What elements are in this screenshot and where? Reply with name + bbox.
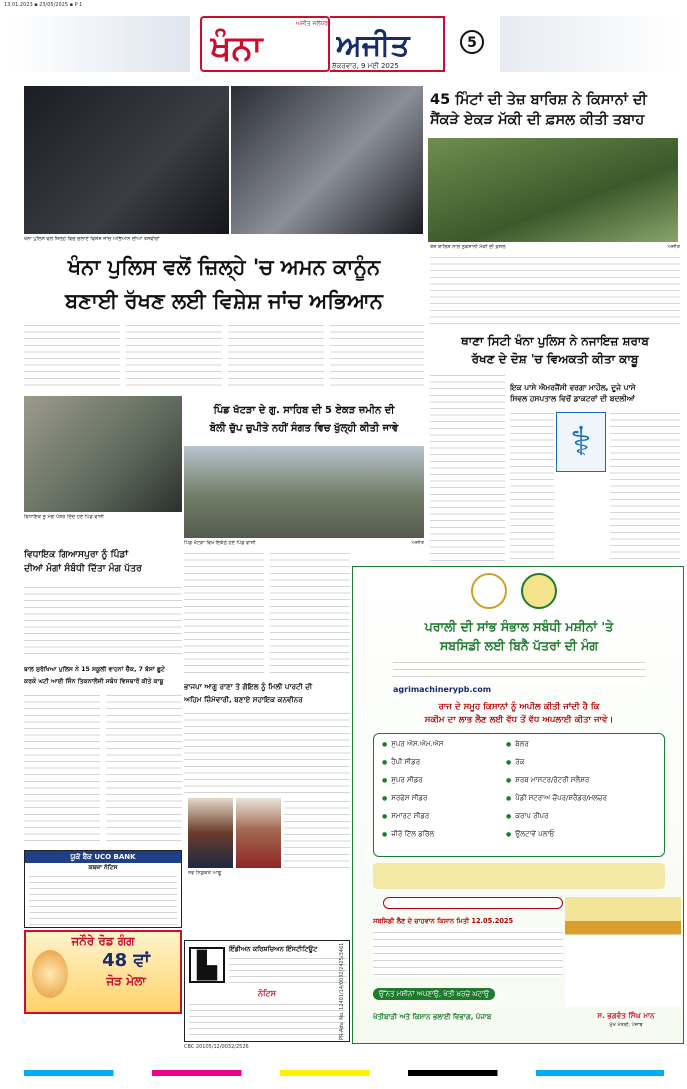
liquor-headline-line-2: ਰੱਖਣ ਦੇ ਦੋਸ਼ 'ਚ ਵਿਅਕਤੀ ਕੀਤਾ ਕਾਬੂ	[471, 352, 639, 366]
hospital-headline-line-2: ਸਿਵਲ ਹਸਪਤਾਲ ਵਿਚੋਂ ਡਾਕਟਰਾਂ ਦੀ ਬਦਲੀਆਂ	[510, 394, 635, 403]
chief-minister-name: ਸ. ਭਗਵੰਤ ਸਿੰਘ ਮਾਨ	[597, 1011, 655, 1020]
uco-bank-title: ਯੂਕੋ ਬੈਂਕ UCO BANK	[25, 851, 181, 863]
land-headline-line-1: ਪਿੰਡ ਖੱਟੜਾ ਦੇ ਗੁ. ਸਾਹਿਬ ਦੀ 5 ਏਕੜ ਜ਼ਮੀਨ ਦੀ	[213, 405, 395, 416]
notice-heading: ਨੋਟਿਸ	[257, 989, 277, 998]
govt-ad-reference: PR-Adv. No. 12401/14/0032/2425/3461	[339, 942, 345, 1040]
uco-bank-subtitle: ਕਬਜ਼ਾ ਨੋਟਿਸ	[88, 864, 118, 871]
govt-ad-deadline: ਸਬਸਿਡੀ ਲੈਣ ਦੇ ਚਾਹਵਾਨ ਕਿਸਾਨ ਮਿਤੀ 12.05.2025	[373, 917, 514, 925]
machine-item: ● ਰੇਕ	[506, 758, 662, 767]
mla-headline	[24, 548, 182, 576]
fair-ad-subtitle: ਜੋੜ ਮੇਲਾ	[106, 974, 146, 988]
rain-story-text	[430, 254, 680, 326]
govt-ad-department: ਖੇਤੀਬਾੜੀ ਅਤੇ ਕਿਸਾਨ ਭਲਾਈ ਵਿਭਾਗ, ਪੰਜਾਬ	[373, 1013, 492, 1021]
bus-headline-line-1: ਬਾਲ ਸੁਰੱਖਿਆ ਪੁਲਿਸ ਨੇ 15 ਸਕੂਲੀ ਵਾਹਨਾਂ ਚੈੱਕ, 7 ਬੱਸਾਂ ਛੂਟੇ	[24, 666, 165, 673]
govt-ad-headline-line-2: ਸਬਸਿਡੀ ਲਈ ਬਿਨੈ ਪੱਤਰਾਂ ਦੀ ਮੰਗ	[439, 638, 599, 653]
uco-bank-body	[29, 873, 177, 925]
rain-photo-caption: ਤੇਜ਼ ਬਾਰਿਸ਼ ਨਾਲ ਨੁਕਸਾਨੀ ਮੱਕੀ ਦੀ ਫ਼ਸਲ	[430, 244, 506, 250]
title-box-left	[200, 16, 330, 72]
land-headline-line-2: ਬੋਲੀ ਚੁੱਪ ਚੁਪੀਤੇ ਨਹੀਂ ਸੰਗਤ ਵਿਚ ਖੁੱਲ੍ਹੀ ਕੀਤੀ ਜਾਵੇ	[209, 423, 399, 434]
fair-ad	[24, 930, 182, 1014]
bjp-photo-caption: ਨਵ ਨਿਯੁਕਤ ਆਗੂ	[188, 870, 222, 876]
masthead	[0, 12, 687, 82]
page-number: 5	[460, 30, 484, 54]
land-story-text	[184, 550, 350, 678]
police-story-text	[24, 322, 424, 386]
bjp-story-text-2	[284, 798, 350, 870]
machine-item: ● ਸ਼ਰਬ ਮਾਸਟਰ/ਰੋਟਰੀ ਸਲੈਸ਼ਰ	[506, 776, 662, 785]
machines-left-list	[382, 740, 502, 839]
bjp-headline-line-2: ਅਹਿਮ ਜ਼ਿੰਮੇਵਾਰੀ, ਬਣਾਏ ਸਹਾਇਕ ਕਨਵੀਨਰ	[184, 695, 303, 704]
govt-ad-instructions	[373, 929, 563, 977]
fair-ad-title: ਜਨੌਰੇ ਰੋਡ ਗੰਗ	[71, 934, 135, 948]
ad-code: CBC 20105/12/0032/2526	[184, 1044, 249, 1050]
masthead-left-photo	[10, 16, 190, 72]
machine-item: ● ਉਲਟਾਵੇਂ ਪਲਾਓ	[506, 830, 662, 839]
masthead-title-ajit: ਅਜੀਤ	[336, 28, 410, 63]
machine-item: ● ਬੇਲਰ	[506, 740, 662, 749]
bjp-leader-photo-2	[236, 798, 281, 868]
machine-item: ● ਕਰਾਪ ਰੀਪਰ	[506, 812, 662, 821]
police-headline-line-1: ਖੰਨਾ ਪੁਲਿਸ ਵਲੋਂ ਜ਼ਿਲ੍ਹੇ 'ਚ ਅਮਨ ਕਾਨੂੰਨ	[67, 255, 381, 279]
mla-photo-caption: ਵਿਧਾਇਕ ਨੂੰ ਮੰਗ ਪੱਤਰ ਦਿੰਦੇ ਹੋਏ ਪਿੰਡ ਵਾਸੀ	[24, 514, 104, 520]
hospital-story-text-1	[510, 410, 554, 560]
govt-ad-slogan-wrap	[373, 981, 553, 1000]
print-registration-line: 13.01.2023 ▪ 23/05/2025 ▪ P 1	[4, 2, 83, 8]
machine-item: ● ਹੈਪੀ ਸੀਡਰ	[382, 758, 502, 767]
uco-bank-ad	[24, 850, 182, 928]
chief-minister-title: ਮੁੱਖ ਮੰਤਰੀ, ਪੰਜਾਬ	[609, 1022, 643, 1028]
liquor-story-text	[430, 372, 505, 562]
bus-headline-line-2: ਕਰਕੇ ਘਟੀ ਆਈ ਜਿੰਨ ਤਿਕਨਾਲੋਜੀ ਸਬੰਧ ਵਿਸਥਾਰੋਂ ਕੀਤੇ ਕਾਬੂ	[24, 678, 164, 685]
machine-item: ● ਸੁਪਰ ਸੀਡਰ	[382, 776, 502, 785]
govt-ad-slogan: ਉੱਨਤ ਮਸ਼ੀਨਾਂ ਅਪਣਾਉ, ਖੇਤੀ ਖ਼ਰਚੇ ਘਟਾਉ	[373, 988, 495, 1000]
bjp-headline	[184, 680, 350, 706]
medical-caduceus-icon: ⚕	[556, 412, 606, 472]
machines-list-box	[373, 733, 665, 857]
rain-crop-photo	[428, 138, 678, 242]
machine-item: ● ਸੁਪਰ ਐਸ.ਐਮ.ਐਸ	[382, 740, 502, 749]
govt-ad-website-link[interactable]: agrimachinerypb.com	[393, 685, 492, 694]
rain-photo-credit: ਅਜੀਤ	[667, 244, 680, 250]
fair-ad-edition: 48 ਵਾਂ	[102, 950, 150, 971]
masthead-date: ਸ਼ੁੱਕਰਵਾਰ, 9 ਮਈ 2025	[332, 62, 399, 70]
mla-headline-line-1: ਵਿਧਾਇਕ ਗਿਆਸਪੁਰਾ ਨੂੰ ਪਿੰਡਾਂ	[24, 549, 129, 560]
hospital-headline	[510, 382, 680, 404]
print-color-bar	[24, 1070, 664, 1076]
mla-headline-line-2: ਦੀਆਂ ਮੰਗਾਂ ਸੰਬੰਧੀ ਦਿੱਤਾ ਮੰਗ ਪੱਤਰ	[24, 563, 142, 574]
hospital-headline-line-1: ਇਕ ਪਾਸੇ ਐਮਰਜੈਂਸੀ ਵਰਗਾ ਮਾਹੌਲ, ਦੂਜੇ ਪਾਸੇ	[510, 383, 636, 392]
govt-ad-headline-line-1: ਪਰਾਲੀ ਦੀ ਸਾਂਭ ਸੰਭਾਲ ਸਬੰਧੀ ਮਸ਼ੀਨਾਂ 'ਤੇ	[424, 619, 614, 634]
agriculture-dept-logo	[521, 573, 557, 609]
masthead-subtitle: ਅਜੀਤ ਜਲੰਧਰ	[295, 20, 328, 27]
chief-minister-photo	[565, 897, 681, 1007]
govt-ad-appeal-line-2: ਸਕੀਮ ਦਾ ਲਾਭ ਲੈਣ ਲਈ ਵੱਧ ਤੋਂ ਵੱਧ ਅਪਲਾਈ ਕੀਤਾ ਜਾਵੇ।	[424, 715, 614, 725]
bjp-leader-photo-1	[188, 798, 233, 868]
machine-item: ● ਸਮਾਰਟ ਸੀਡਰ	[382, 812, 502, 821]
rain-headline-line-2: ਸੈਂਕੜੇ ਏਕੜ ਮੱਕੀ ਦੀ ਫ਼ਸਲ ਕੀਤੀ ਤਬਾਹ	[430, 112, 645, 128]
police-headline	[24, 250, 424, 318]
govt-ad-note-banner	[373, 863, 665, 889]
govt-ad-pill-banner	[383, 897, 563, 909]
hospital-story-text-2	[610, 410, 680, 560]
machine-item: ● ਪੈਡੀ ਸਟਰਾਅ ਚੌਪਰ/ਸ਼ਰੈਡਰ/ਮਲਚਰ	[506, 794, 662, 803]
institute-notice	[184, 940, 350, 1042]
institute-logo: ▙	[189, 947, 225, 983]
bus-story-text	[24, 692, 182, 844]
masthead-right-photo	[500, 16, 680, 72]
police-headline-line-2: ਬਣਾਈ ਰੱਖਣ ਲਈ ਵਿਸ਼ੇਸ਼ ਜਾਂਚ ਅਭਿਆਨ	[65, 289, 383, 313]
govt-ad-appeal-line-1: ਰਾਜ ਦੇ ਸਮੂਹ ਕਿਸਾਨਾਂ ਨੂੰ ਅਪੀਲ ਕੀਤੀ ਜਾਂਦੀ ਹੈ ਕਿ	[438, 702, 600, 712]
mla-story-text	[24, 584, 182, 658]
land-headline	[184, 402, 424, 438]
fair-ad-saint-photo	[32, 950, 68, 998]
punjab-govt-seal	[471, 573, 507, 609]
govt-subsidy-ad	[352, 566, 684, 1044]
bjp-headline-line-1: ਭਾਜਪਾ ਆਗੂ ਰਾਣਾ ਤੇ ਗੋਇਲ ਨੂੰ ਮਿਲੀ ਪਾਰਟੀ ਦੀ	[184, 682, 313, 691]
machines-right-list	[506, 740, 662, 839]
liquor-headline-line-1: ਥਾਣਾ ਸਿਟੀ ਖੰਨਾ ਪੁਲਿਸ ਨੇ ਨਜਾਇਜ਼ ਸ਼ਰਾਬ	[461, 334, 649, 348]
institute-name: ਇੰਡੀਅਨ ਕਰਿਸ਼ਚਿਅਨ ਇੰਸਟੀਟਿਊਟ	[229, 945, 318, 953]
land-crowd-photo	[184, 446, 424, 538]
liquor-headline	[430, 332, 680, 368]
police-photo-2	[231, 86, 423, 234]
govt-ad-headline	[357, 617, 681, 655]
masthead-title-khanna: ਖੰਨਾ	[210, 28, 263, 68]
rain-headline	[430, 90, 680, 130]
govt-ad-appeal	[357, 701, 681, 727]
land-photo-credit: ਅਜੀਤ	[411, 540, 424, 546]
land-photo-caption: ਪਿੰਡ ਖੱਟੜਾ ਵਿਖੇ ਇਕੱਠੇ ਹੋਏ ਪਿੰਡ ਵਾਸੀ	[184, 540, 256, 546]
machine-item: ● ਸਰਫੇਸ ਸੀਡਰ	[382, 794, 502, 803]
bus-headline	[24, 664, 182, 688]
institute-address	[229, 955, 347, 985]
govt-ad-intro	[393, 659, 645, 683]
police-photo-caption: ਖੰਨਾ ਪੁਲਿਸ ਵਲੋਂ ਜ਼ਿਲ੍ਹੇ ਵਿਚ ਚਲਾਏ ਵਿਸ਼ੇਸ਼ ਜਾਂਚ ਅਭਿਆਨ ਦੀਆਂ ਤਸਵੀਰਾਂ	[24, 236, 160, 242]
rain-headline-line-1: 45 ਮਿੰਟਾਂ ਦੀ ਤੇਜ਼ ਬਾਰਿਸ਼ ਨੇ ਕਿਸਾਨਾਂ ਦੀ	[430, 92, 647, 108]
mla-memorandum-photo	[24, 396, 182, 512]
bjp-story-text	[184, 710, 350, 794]
police-photo-1	[24, 86, 229, 234]
machine-item: ● ਜ਼ੀਰੋ ਟਿੱਲ ਡਰਿੱਲ	[382, 830, 502, 839]
notice-body	[189, 1001, 345, 1039]
